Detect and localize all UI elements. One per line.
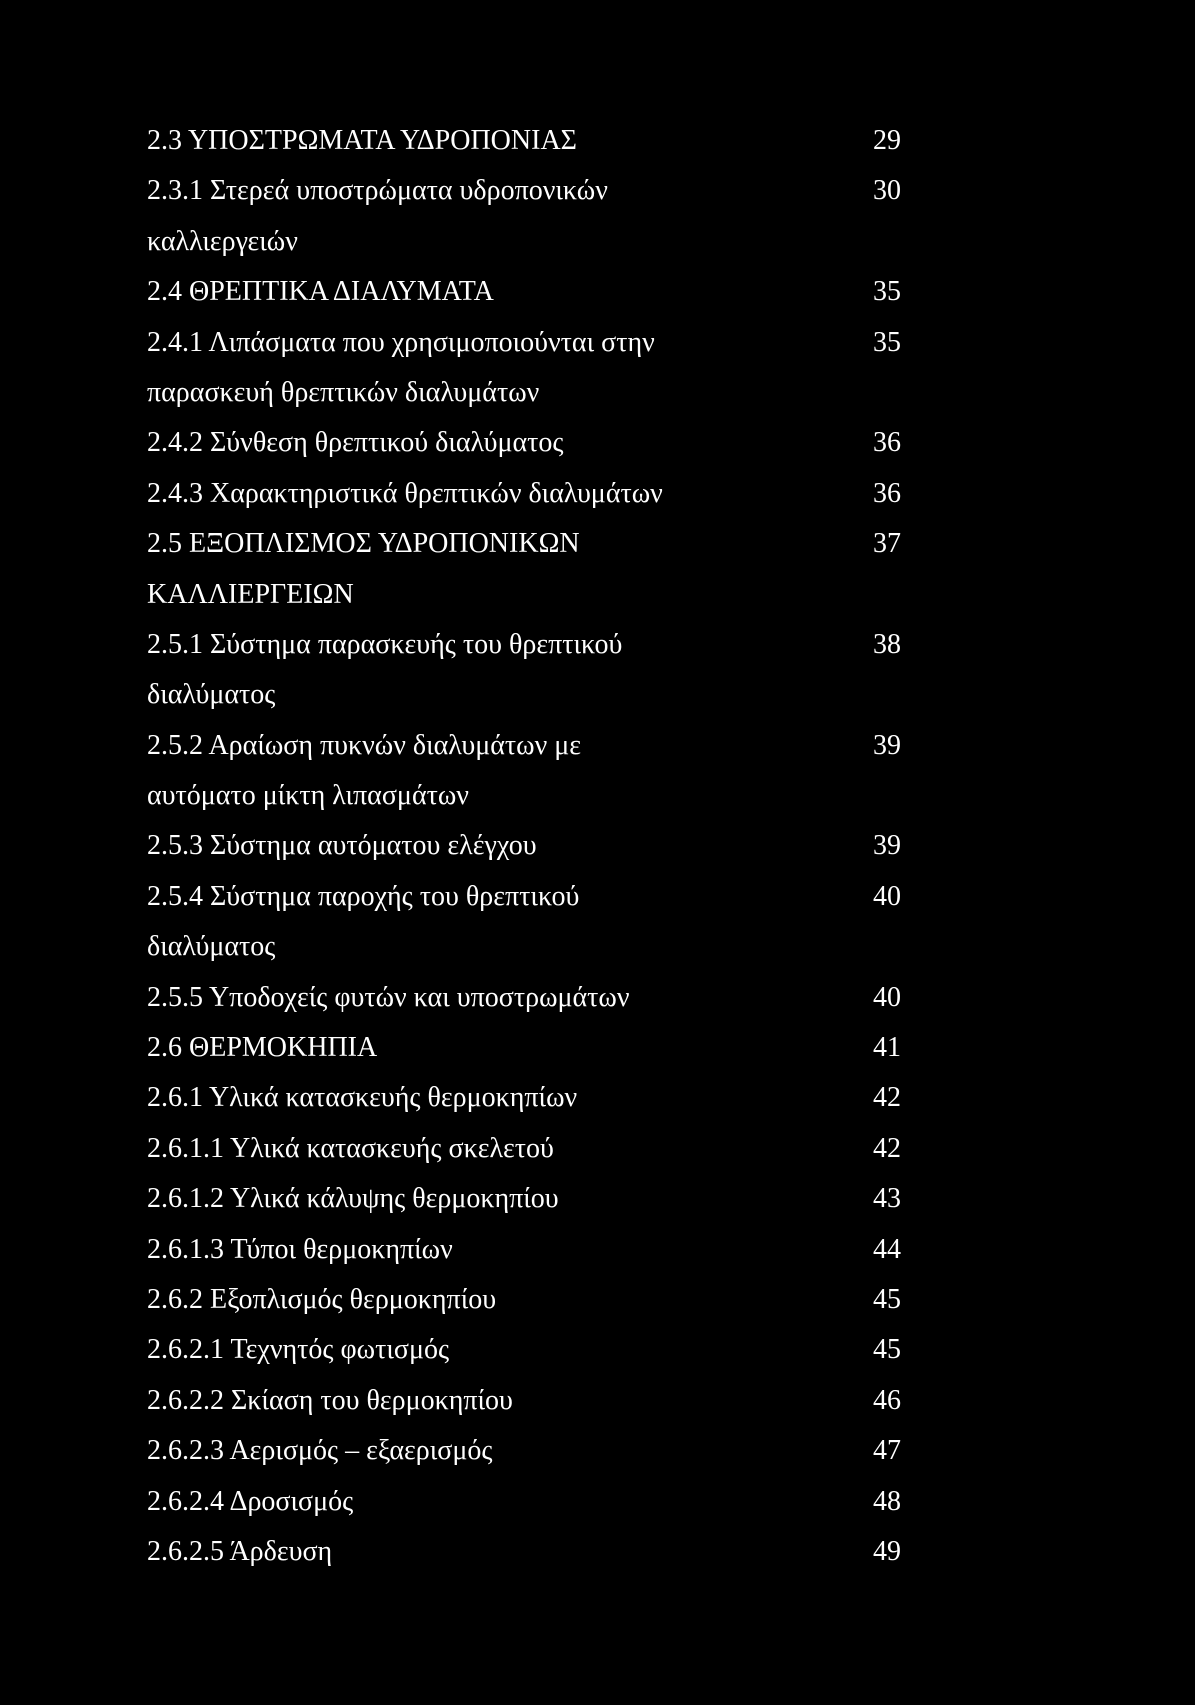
toc-row	[147, 872, 917, 922]
toc-row	[147, 1073, 917, 1123]
toc-row	[147, 217, 917, 267]
toc-page-number: 44	[873, 1233, 901, 1265]
toc-page-number: 40	[873, 880, 901, 912]
toc-page-number: 39	[873, 729, 901, 761]
toc-entry-title: 2.4.3 Χαρακτηριστικά θρεπτικών διαλυμάτων	[147, 477, 663, 509]
toc-entry-title: 2.3 ΥΠΟΣΤΡΩΜΑΤΑ ΥΔΡΟΠΟΝΙΑΣ	[147, 125, 577, 156]
toc-entry-title: 2.6.1.1 Υλικά κατασκευής σκελετού	[147, 1132, 554, 1164]
toc-entry-title: 2.5.1 Σύστημα παρασκευής του θρεπτικού	[147, 628, 623, 660]
toc-page-number: 36	[873, 477, 901, 509]
toc-entry-title: 2.6.2.5 Άρδευση	[147, 1535, 333, 1567]
toc-entry-title: 2.4.1 Λιπάσματα που χρησιμοποιούνται στην	[147, 326, 655, 358]
toc-row	[147, 116, 917, 166]
toc-entry-title: διαλύματος	[147, 931, 276, 963]
toc-entry-title: 2.6.2.2 Σκίαση του θερμοκηπίου	[147, 1384, 513, 1416]
toc-page-number: 42	[873, 1082, 901, 1114]
toc-row	[147, 1477, 917, 1527]
toc-entry-title: 2.4 ΘΡΕΠΤΙΚΑ ΔΙΑΛΥΜΑΤΑ	[147, 276, 494, 308]
toc-entry-title: 2.6.2.4 Δροσισμός	[147, 1485, 354, 1517]
toc-entry-title: 2.6.1.3 Τύποι θερμοκηπίων	[147, 1233, 453, 1265]
table-of-contents	[147, 116, 917, 1577]
toc-row	[147, 1174, 917, 1224]
toc-entry-title: 2.6.2.1 Τεχνητός φωτισμός	[147, 1334, 450, 1366]
toc-page-number: 29	[873, 125, 901, 156]
toc-entry-title: 2.6.1.2 Υλικά κάλυψης θερμοκηπίου	[147, 1183, 559, 1215]
toc-row	[147, 1325, 917, 1375]
toc-row	[147, 519, 917, 569]
toc-page-number: 38	[873, 628, 901, 660]
toc-entry-title: 2.5 ΕΞΟΠΛΙΣΜΟΣ ΥΔΡΟΠΟΝΙΚΩΝ	[147, 528, 580, 560]
toc-page-number: 30	[873, 175, 901, 207]
toc-row	[147, 821, 917, 871]
toc-page-number: 48	[873, 1485, 901, 1517]
toc-entry-title: καλλιεργειών	[147, 225, 298, 257]
toc-row	[147, 318, 917, 368]
toc-row	[147, 1426, 917, 1476]
toc-page-number: 36	[873, 427, 901, 459]
toc-row	[147, 1225, 917, 1275]
toc-entry-title: 2.6 ΘΕΡΜΟΚΗΠΙΑ	[147, 1032, 378, 1064]
toc-page-number: 45	[873, 1283, 901, 1315]
toc-row	[147, 1275, 917, 1325]
toc-page-number: 42	[873, 1132, 901, 1164]
toc-row	[147, 1376, 917, 1426]
toc-page-number: 41	[873, 1032, 901, 1064]
toc-row	[147, 469, 917, 519]
toc-page-number: 35	[873, 276, 901, 308]
toc-page-number: 40	[873, 981, 901, 1013]
toc-page-number: 37	[873, 528, 901, 560]
toc-row	[147, 620, 917, 670]
toc-row	[147, 670, 917, 720]
toc-page-number: 49	[873, 1535, 901, 1567]
toc-page-number: 43	[873, 1183, 901, 1215]
toc-page-number: 39	[873, 830, 901, 862]
toc-entry-title: 2.5.2 Αραίωση πυκνών διαλυμάτων με	[147, 729, 581, 761]
toc-entry-title: 2.6.1 Υλικά κατασκευής θερμοκηπίων	[147, 1082, 578, 1114]
toc-entry-title: 2.3.1 Στερεά υποστρώματα υδροπονικών	[147, 175, 608, 207]
toc-page-number: 45	[873, 1334, 901, 1366]
toc-entry-title: ΚΑΛΛΙΕΡΓΕΙΩΝ	[147, 578, 354, 610]
toc-row	[147, 418, 917, 468]
toc-row	[147, 1023, 917, 1073]
toc-row	[147, 1124, 917, 1174]
toc-entry-title: 2.6.2 Εξοπλισμός θερμοκηπίου	[147, 1283, 497, 1315]
toc-row	[147, 721, 917, 771]
toc-page-number: 46	[873, 1384, 901, 1416]
toc-row	[147, 1527, 917, 1577]
toc-entry-title: 2.5.3 Σύστημα αυτόματου ελέγχου	[147, 830, 537, 862]
toc-entry-title: 2.6.2.3 Αερισμός – εξαερισμός	[147, 1435, 493, 1467]
toc-page-number: 35	[873, 326, 901, 358]
toc-page-number: 47	[873, 1435, 901, 1467]
toc-entry-title: διαλύματος	[147, 679, 276, 711]
toc-row	[147, 368, 917, 418]
toc-row	[147, 973, 917, 1023]
toc-row	[147, 166, 917, 216]
toc-entry-title: 2.4.2 Σύνθεση θρεπτικού διαλύματος	[147, 427, 564, 459]
toc-row	[147, 267, 917, 317]
toc-row	[147, 922, 917, 972]
toc-row	[147, 570, 917, 620]
toc-entry-title: παρασκευή θρεπτικών διαλυμάτων	[147, 376, 540, 408]
toc-entry-title: 2.5.4 Σύστημα παροχής του θρεπτικού	[147, 880, 580, 912]
toc-entry-title: 2.5.5 Υποδοχείς φυτών και υποστρωμάτων	[147, 981, 630, 1013]
toc-entry-title: αυτόματο μίκτη λιπασμάτων	[147, 780, 469, 812]
toc-row	[147, 771, 917, 821]
